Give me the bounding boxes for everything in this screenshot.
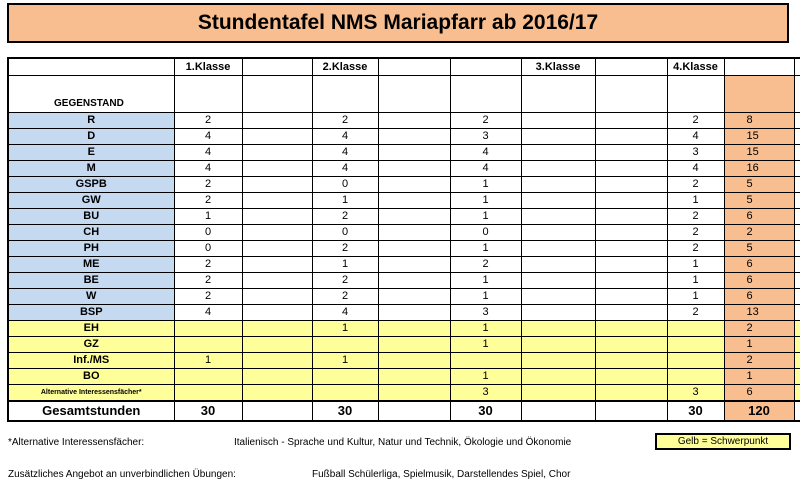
- class-3-cell: 1: [450, 369, 521, 385]
- table-row: [8, 145, 800, 161]
- class-1-cell: 1: [174, 209, 242, 225]
- class-4-cell: 1: [667, 257, 724, 273]
- class-3-cell: 1: [450, 337, 521, 353]
- class-1-cell: [174, 321, 242, 337]
- total-hours-cell: 8: [724, 113, 794, 129]
- subject-cell: BSP: [8, 305, 174, 321]
- class-1-cell: 2: [174, 193, 242, 209]
- subject-cell: BU: [8, 209, 174, 225]
- class-1-header: 1.Klasse: [174, 58, 242, 76]
- class-2-cell: 4: [312, 305, 378, 321]
- table-row: [8, 161, 800, 177]
- table-row: [8, 337, 800, 353]
- class-2-cell: 1: [312, 321, 378, 337]
- class-1-cell: [174, 385, 242, 402]
- subject-cell: BO: [8, 369, 174, 385]
- class-4-cell: 2: [667, 305, 724, 321]
- class-4-cell: [667, 321, 724, 337]
- class-2-cell: 1: [312, 353, 378, 369]
- class-2-cell: [312, 385, 378, 402]
- footnote-label: *Alternative Interessensfächer:: [8, 437, 145, 448]
- class-1-cell: 4: [174, 129, 242, 145]
- table-row: [8, 385, 800, 402]
- table-row: [8, 177, 800, 193]
- class-4-cell: 2: [667, 241, 724, 257]
- table-row: [8, 209, 800, 225]
- timetable: [7, 57, 800, 422]
- class-3-cell: 4: [450, 145, 521, 161]
- grand-total: 120: [724, 401, 794, 421]
- table-row: [8, 321, 800, 337]
- class-3-cell: 3: [450, 385, 521, 402]
- table-row: [8, 289, 800, 305]
- table-row: [8, 273, 800, 289]
- class-4-cell: 4: [667, 161, 724, 177]
- class-4-cell: 1: [667, 289, 724, 305]
- total-hours-cell: 6: [724, 257, 794, 273]
- total-hours-cell: 16: [724, 161, 794, 177]
- class-1-cell: 2: [174, 273, 242, 289]
- total-hours-cell: 2: [724, 353, 794, 369]
- class-2-cell: 2: [312, 113, 378, 129]
- subject-cell: PH: [8, 241, 174, 257]
- total-hours-cell: 5: [724, 193, 794, 209]
- class-3-cell: 1: [450, 209, 521, 225]
- extra-text: Fußball Schülerliga, Spielmusik, Darstellendes Spiel, Chor: [312, 469, 571, 480]
- subject-cell: CH: [8, 225, 174, 241]
- subject-column-header: GEGENSTAND: [8, 76, 174, 113]
- class-4-total: 30: [667, 401, 724, 421]
- legend-box: Gelb = Schwerpunkt: [655, 433, 791, 450]
- class-1-total: 30: [174, 401, 242, 421]
- class-2-cell: 0: [312, 225, 378, 241]
- class-3-cell: 4: [450, 161, 521, 177]
- subject-cell: E: [8, 145, 174, 161]
- class-3-total: 30: [450, 401, 521, 421]
- class-3-cell: [450, 353, 521, 369]
- total-hours-cell: 6: [724, 209, 794, 225]
- class-1-cell: 0: [174, 241, 242, 257]
- class-3-cell: 3: [450, 129, 521, 145]
- class-3-cell: 3: [450, 305, 521, 321]
- total-hours-cell: 5: [724, 177, 794, 193]
- class-1-cell: 1: [174, 353, 242, 369]
- table-row: [8, 193, 800, 209]
- subject-header-row: [8, 76, 800, 113]
- subject-cell: ME: [8, 257, 174, 273]
- class-3-header: 3.Klasse: [521, 58, 595, 76]
- class-1-cell: 2: [174, 177, 242, 193]
- class-2-cell: 2: [312, 241, 378, 257]
- subject-cell: GZ: [8, 337, 174, 353]
- class-4-cell: [667, 369, 724, 385]
- class-2-cell: [312, 369, 378, 385]
- class-3-cell: 2: [450, 257, 521, 273]
- subject-cell: GW: [8, 193, 174, 209]
- page-title: Stundentafel NMS Mariapfarr ab 2016/17: [7, 3, 789, 43]
- class-4-cell: 2: [667, 113, 724, 129]
- class-2-cell: 4: [312, 161, 378, 177]
- class-3-cell: 1: [450, 241, 521, 257]
- total-row: [8, 401, 800, 421]
- subject-cell: D: [8, 129, 174, 145]
- class-2-header: 2.Klasse: [312, 58, 378, 76]
- total-hours-cell: 15: [724, 145, 794, 161]
- total-hours-cell: 15: [724, 129, 794, 145]
- subject-cell: GSPB: [8, 177, 174, 193]
- footnote-text: Italienisch - Sprache und Kultur, Natur und Technik, Ökologie und Ökonomie: [234, 437, 572, 448]
- class-1-cell: 2: [174, 257, 242, 273]
- table-row: [8, 241, 800, 257]
- subject-cell: BE: [8, 273, 174, 289]
- class-3-cell: 2: [450, 113, 521, 129]
- total-hours-cell: 1: [724, 337, 794, 353]
- class-4-cell: 2: [667, 177, 724, 193]
- subject-cell: M: [8, 161, 174, 177]
- class-4-cell: 4: [667, 129, 724, 145]
- class-2-cell: 1: [312, 193, 378, 209]
- class-1-cell: 0: [174, 225, 242, 241]
- class-3-cell: 1: [450, 193, 521, 209]
- class-4-cell: 1: [667, 193, 724, 209]
- total-label: Gesamtstunden: [8, 401, 174, 421]
- class-2-cell: 0: [312, 177, 378, 193]
- class-4-cell: [667, 353, 724, 369]
- class-1-cell: 4: [174, 145, 242, 161]
- subject-cell: EH: [8, 321, 174, 337]
- header-row: [8, 58, 800, 76]
- total-hours-cell: 13: [724, 305, 794, 321]
- extra-label: Zusätzliches Angebot an unverbindlichen Übungen:: [8, 469, 236, 480]
- table-row: [8, 129, 800, 145]
- total-hours-cell: 2: [724, 225, 794, 241]
- class-3-cell: 0: [450, 225, 521, 241]
- table-row: [8, 369, 800, 385]
- class-2-cell: [312, 337, 378, 353]
- total-hours-cell: 5: [724, 241, 794, 257]
- table-row: [8, 353, 800, 369]
- total-hours-cell: 6: [724, 385, 794, 402]
- class-1-cell: 2: [174, 113, 242, 129]
- subject-cell: R: [8, 113, 174, 129]
- class-1-cell: [174, 337, 242, 353]
- subject-cell: Inf./MS: [8, 353, 174, 369]
- class-3-cell: 1: [450, 321, 521, 337]
- class-2-cell: 2: [312, 289, 378, 305]
- class-4-cell: 3: [667, 385, 724, 402]
- class-4-header: 4.Klasse: [667, 58, 724, 76]
- class-4-cell: 2: [667, 225, 724, 241]
- class-1-cell: [174, 369, 242, 385]
- total-hours-cell: 2: [724, 321, 794, 337]
- class-2-cell: 4: [312, 129, 378, 145]
- class-3-cell: 1: [450, 289, 521, 305]
- class-2-cell: 2: [312, 273, 378, 289]
- class-2-cell: 2: [312, 209, 378, 225]
- class-1-cell: 4: [174, 161, 242, 177]
- class-4-cell: [667, 337, 724, 353]
- class-1-cell: 2: [174, 289, 242, 305]
- subject-cell: W: [8, 289, 174, 305]
- total-hours-cell: 6: [724, 289, 794, 305]
- class-3-cell: 1: [450, 273, 521, 289]
- class-4-cell: 3: [667, 145, 724, 161]
- class-3-cell: 1: [450, 177, 521, 193]
- table-row: [8, 225, 800, 241]
- class-4-cell: 2: [667, 209, 724, 225]
- class-1-cell: 4: [174, 305, 242, 321]
- table-row: [8, 113, 800, 129]
- table-row: [8, 305, 800, 321]
- class-2-cell: 1: [312, 257, 378, 273]
- class-2-total: 30: [312, 401, 378, 421]
- subject-cell: Alternative Interessensfächer*: [8, 385, 174, 402]
- table-row: [8, 257, 800, 273]
- class-4-cell: 1: [667, 273, 724, 289]
- total-hours-cell: 6: [724, 273, 794, 289]
- class-2-cell: 4: [312, 145, 378, 161]
- total-hours-cell: 1: [724, 369, 794, 385]
